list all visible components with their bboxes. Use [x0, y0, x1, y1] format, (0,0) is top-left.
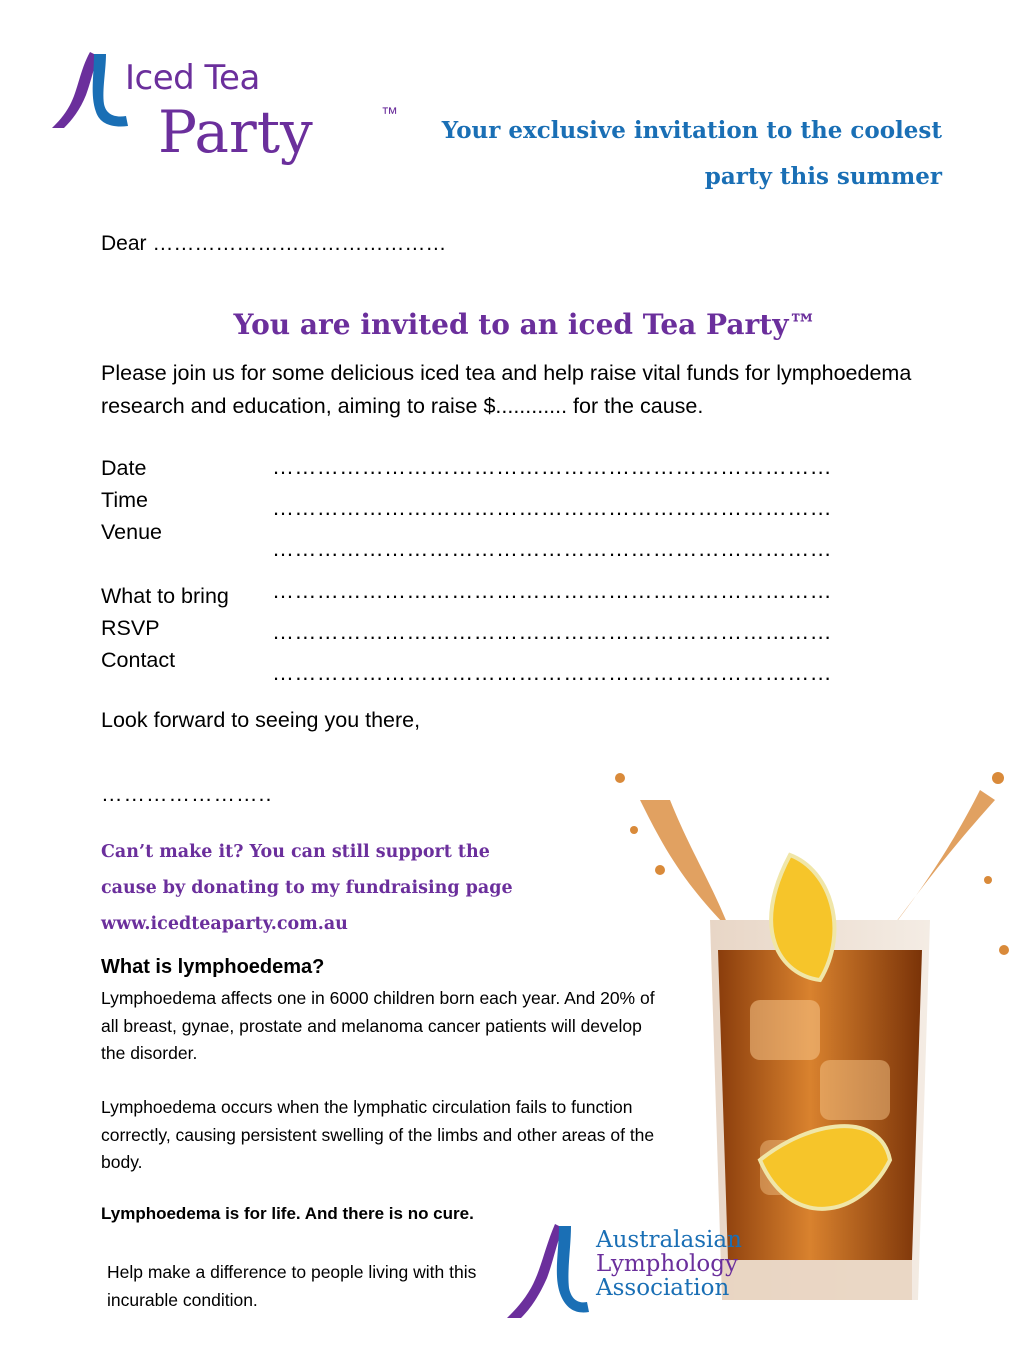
intro-paragraph: Please join us for some delicious iced tea and help raise vital funds for lymphoedema research and education, aiming to raise $............ for the cause. [101, 361, 912, 418]
info-heading: What is lymphoedema? [101, 956, 325, 978]
label-contact: Contact [101, 648, 176, 672]
logo-party-text: Party [158, 98, 313, 166]
dotted-line: ………………………………………………………………… [272, 536, 832, 561]
label-rsvp: RSVP [101, 616, 160, 640]
logo-trademark: ™ [381, 104, 398, 123]
label-what-to-bring: What to bring [101, 584, 229, 608]
dotted-line: ………………………………………………………………… [272, 578, 832, 603]
salutation: Dear …………………………………… [101, 232, 447, 255]
ala-logo-text [596, 1228, 742, 1300]
info-paragraph-2: Lymphoedema occurs when the lymphatic circulation fails to function correctly, causing persistent swelling of the limbs and other areas of the body. [101, 1097, 655, 1172]
donate-line-2: cause by donating to my fundraising page [101, 878, 513, 898]
label-date: Date [101, 456, 147, 480]
donate-url-link[interactable]: www.icedteaparty.com.au [101, 914, 348, 934]
info-paragraph-1: Lymphoedema affects one in 6000 children born each year. And 20% of all breast, gynae, prostate and melanoma cancer patients will develop the disorder. [101, 988, 655, 1063]
dotted-line: ………………………………………………………………… [272, 454, 832, 479]
ribbon-logo-icon [50, 50, 130, 132]
donate-line-1: Can’t make it? You can still support the [101, 842, 490, 862]
info-emphasis: Lymphoedema is for life. And there is no cure. [101, 1204, 474, 1223]
logo-iced-tea-text: Iced Tea [125, 58, 260, 98]
closing-line: Look forward to seeing you there, [101, 708, 421, 732]
tagline-line-1: Your exclusive invitation to the coolest [441, 117, 942, 144]
signature-line: ………………….. [101, 782, 273, 806]
dotted-line: ………………………………………………………………… [272, 495, 832, 520]
ala-line-2: Lymphology [596, 1251, 738, 1277]
tagline-line-2: party this summer [704, 163, 942, 190]
headline: You are invited to an iced Tea Party™ [233, 308, 817, 341]
dotted-line: ………………………………………………………………… [272, 660, 832, 685]
tagline [422, 108, 942, 200]
donate-callout [101, 834, 581, 942]
label-venue: Venue [101, 520, 162, 544]
help-text: Help make a difference to people living with this incurable condition. [107, 1262, 477, 1310]
ala-ribbon-logo-icon [505, 1222, 590, 1322]
ala-line-1: Australasian [596, 1227, 742, 1253]
label-time: Time [101, 488, 148, 512]
ala-line-3: Association [596, 1275, 730, 1301]
dotted-line: ………………………………………………………………… [272, 619, 832, 644]
